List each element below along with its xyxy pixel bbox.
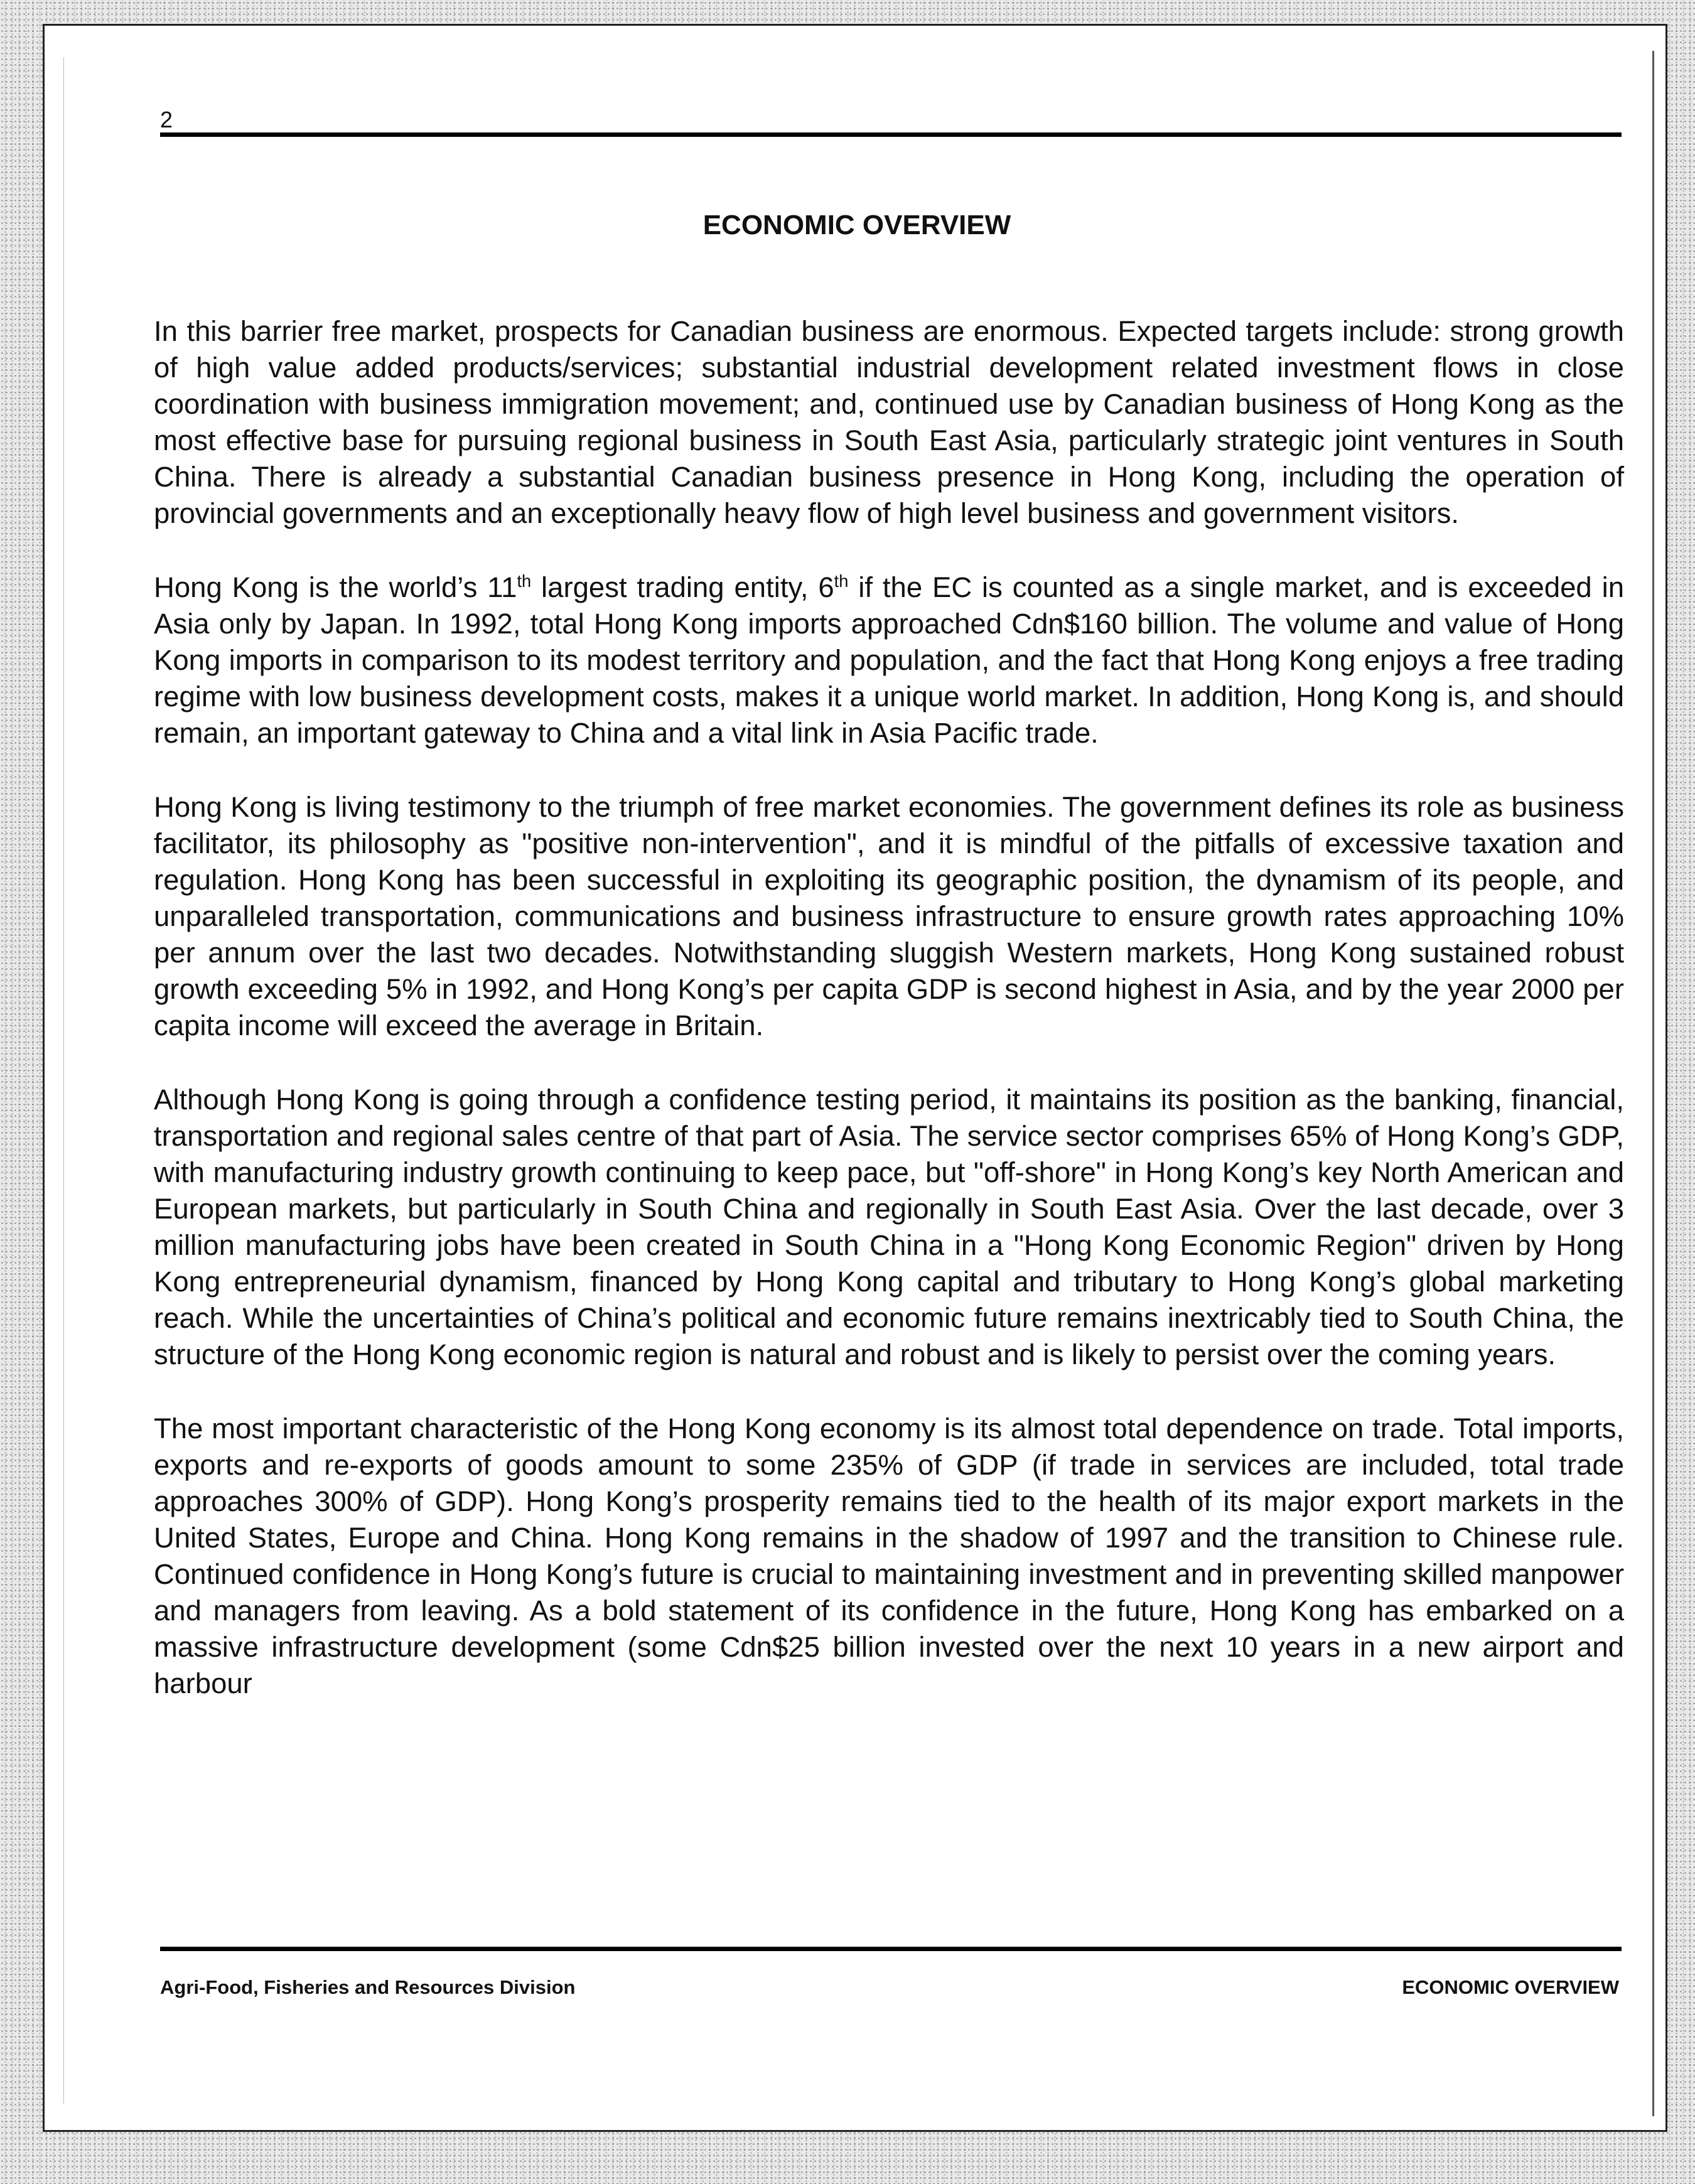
margin-line [63, 57, 64, 2104]
body-text [154, 313, 1624, 1702]
page-edge-line [1652, 51, 1654, 2116]
paragraph-2 [154, 569, 1624, 751]
paragraph-2-text: if the EC is counted as a single market, and is exceeded in Asia only by Japan. In 1992, total Hong Kong imports approached Cdn$160 billion. The volume and value of Hong Kong imports in comparison to its modest territory and population, and the fact that Hong Kong enjoys a free trading regime with low business development costs, makes it a unique world market. In addition, Hong Kong is, and should remain, an important gateway to China and a vital link in Asia Pacific trade. [154, 571, 1625, 749]
footer-rule [160, 1947, 1622, 1951]
superscript-ordinal: th [517, 571, 532, 591]
superscript-ordinal: th [834, 571, 849, 591]
paragraph-1: In this barrier free market, prospects for Canadian business are enormous. Expected targets include: strong growth of high value added products/services; substantial industrial development related investment flows in close coordination with business immigration movement; and, continued use by Canadian business of Hong Kong as the most effective base for pursuing regional business in South East Asia, particularly strategic joint ventures in South China. There is already a substantial Canadian business presence in Hong Kong, including the operation of provincial governments and an exceptionally heavy flow of high level business and government visitors. [154, 315, 1624, 529]
page-number: 2 [160, 107, 173, 132]
paragraph-4: Although Hong Kong is going through a confidence testing period, it maintains its position as the banking, financial, transportation and regional sales centre of that part of Asia. The service sector comprises 65% of Hong Kong’s GDP, with manufacturing industry growth continuing to keep pace, but "off-shore" in Hong Kong’s key North American and European markets, but particularly in South China and regionally in South East Asia. Over the last decade, over 3 million manufacturing jobs have been created in South China in a "Hong Kong Economic Region" driven by Hong Kong entrepreneurial dynamism, financed by Hong Kong capital and tributary to Hong Kong’s global marketing reach. While the uncertainties of China’s political and economic future remains inextricably tied to South China, the structure of the Hong Kong economic region is natural and robust and is likely to persist over the coming years. [154, 1084, 1624, 1370]
paragraph-2-text: largest trading entity, 6 [531, 571, 834, 603]
page-title: ECONOMIC OVERVIEW [702, 210, 1011, 240]
header-rule [160, 132, 1622, 137]
footer-division: Agri-Food, Fisheries and Resources Division [160, 1976, 576, 1998]
paragraph-5: The most important characteristic of the Hong Kong economy is its almost total dependence on trade. Total imports, exports and re-exports of goods amount to some 235% of GDP (if trade in services are included, total trade approaches 300% of GDP). Hong Kong’s prosperity remains tied to the health of its major export markets in the United States, Europe and China. Hong Kong remains in the shadow of 1997 and the transition to Chinese rule. Continued confidence in Hong Kong’s future is crucial to maintaining investment and in preventing skilled manpower and managers from leaving. As a bold statement of its confidence in the future, Hong Kong has embarked on a massive infrastructure development (some Cdn$25 billion invested over the next 10 years in a new airport and harbour [154, 1412, 1624, 1699]
document-page [43, 24, 1667, 2132]
paragraph-3: Hong Kong is living testimony to the triumph of free market economies. The government defines its role as business facilitator, its philosophy as "positive non-intervention", and it is mindful of the pitfalls of excessive taxation and regulation. Hong Kong has been successful in exploiting its geographic position, the dynamism of its people, and unparalleled transportation, communications and business infrastructure to ensure growth rates approaching 10% per annum over the last two decades. Notwithstanding sluggish Western markets, Hong Kong sustained robust growth exceeding 5% in 1992, and Hong Kong’s per capita GDP is second highest in Asia, and by the year 2000 per capita income will exceed the average in Britain. [154, 791, 1624, 1041]
footer-section-title: ECONOMIC OVERVIEW [1402, 1976, 1619, 1998]
paragraph-2-text: Hong Kong is the world’s 11 [154, 571, 517, 603]
